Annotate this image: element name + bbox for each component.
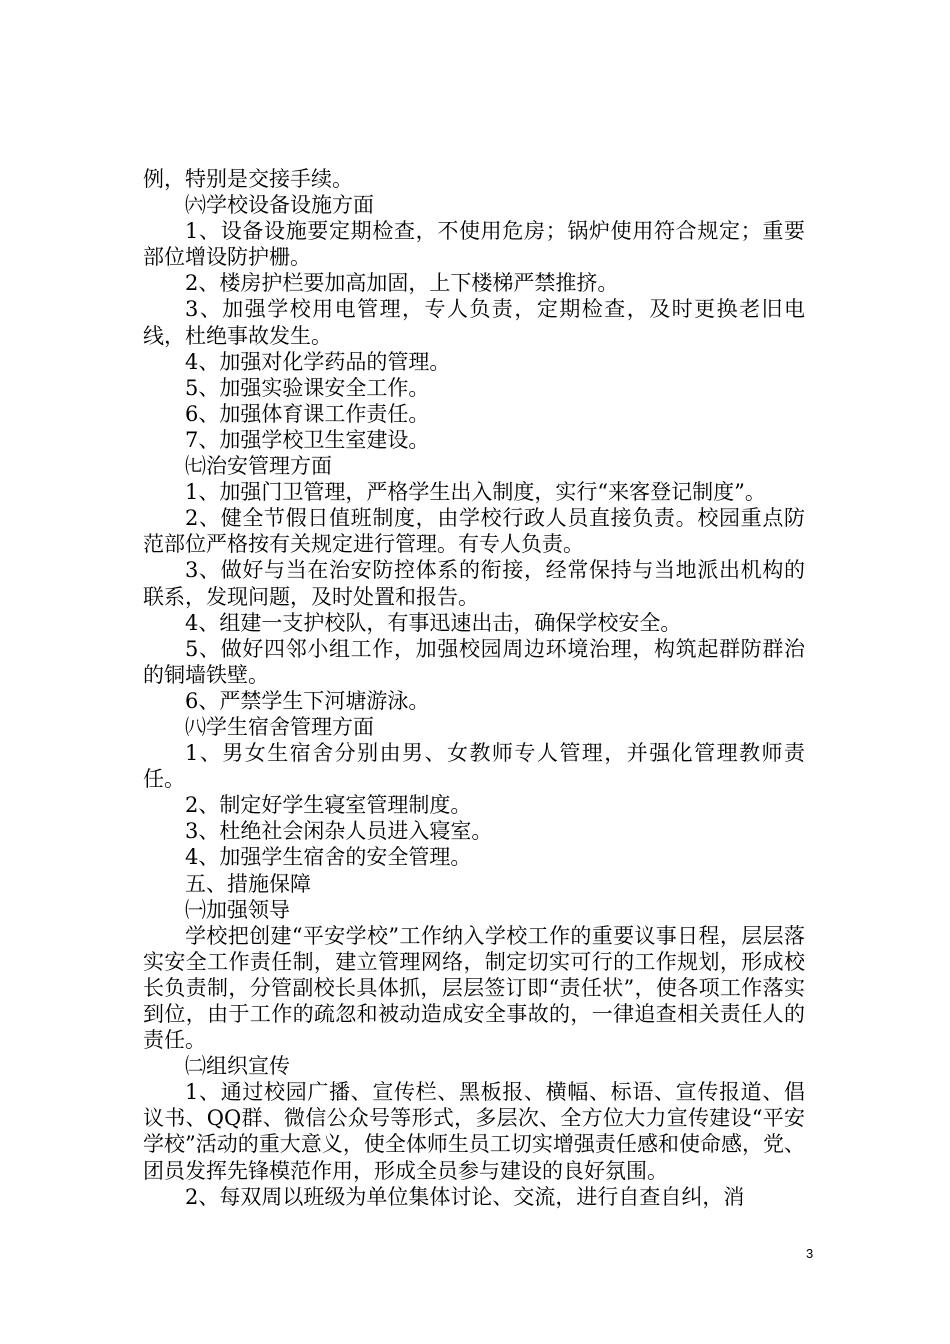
document-body (143, 166, 805, 1210)
paragraph: 3、杜绝社会闲杂人员进入寝室。 (185, 819, 493, 844)
paragraph: ㈡组织宣传 (185, 1054, 290, 1079)
paragraph: 1、加强门卫管理，严格学生出入制度，实行“来客登记制度”。 (185, 480, 766, 505)
page-number: 3 (806, 1246, 814, 1261)
paragraph: 7、加强学校卫生室建设。 (185, 427, 430, 452)
paragraph: 4、加强学生宿舍的安全管理。 (185, 845, 472, 870)
paragraph: 2、健全节假日值班制度，由学校行政人员直接负责。校园重点防范部位严格按有关规定进行管理。有专人负责。 (143, 506, 805, 557)
paragraph: 例，特别是交接手续。 (143, 167, 353, 191)
paragraph: 2、每双周以班级为单位集体讨论、交流，进行自查自纠，消 (185, 1184, 745, 1209)
paragraph: ㈧学生宿舍管理方面 (185, 714, 374, 739)
paragraph: 4、加强对化学药品的管理。 (185, 349, 451, 374)
paragraph: 5、做好四邻小组工作，加强校园周边环境治理，构筑起群防群治的铜墙铁壁。 (143, 636, 805, 687)
paragraph: 3、加强学校用电管理，专人负责，定期检查，及时更换老旧电线，杜绝事故发生。 (143, 297, 805, 348)
paragraph: ㈠加强领导 (185, 897, 290, 922)
paragraph: 1、设备设施要定期检查，不使用危房；锅炉使用符合规定；重要部位增设防护栅。 (143, 219, 805, 270)
paragraph: 3、做好与当在治安防控体系的衔接，经常保持与当地派出机构的联系，发现问题，及时处置和报告。 (143, 558, 805, 609)
paragraph: 6、加强体育课工作责任。 (185, 401, 430, 426)
paragraph: 学校把创建“平安学校”工作纳入学校工作的重要议事日程，层层落实安全工作责任制，建立管理网络，制定切实可行的工作规划，形成校长负责制，分管副校长具体抓，层层签订即“责任状”，使各项工作落实到位，由于工作的疏忽和被动造成安全事故的，一律追查相关责任人的责任。 (143, 923, 805, 1053)
paragraph: 五、措施保障 (185, 871, 311, 896)
paragraph: 1、通过校园广播、宣传栏、黑板报、横幅、标语、宣传报道、倡议书、QQ群、微信公众号等形式，多层次、全方位大力宣传建设“平安学校”活动的重大意义，使全体师生员工切实增强责任感和使命感，党、团员发挥先锋模范作用，形成全员参与建设的良好氛围。 (143, 1080, 805, 1183)
paragraph: 6、严禁学生下河塘游泳。 (185, 688, 430, 713)
paragraph: ㈦治安管理方面 (185, 454, 332, 479)
paragraph: 2、制定好学生寝室管理制度。 (185, 793, 472, 818)
paragraph: 2、楼房护栏要加高加固，上下楼梯严禁推挤。 (185, 271, 619, 296)
paragraph: 5、加强实验课安全工作。 (185, 375, 430, 400)
paragraph: 4、组建一支护校队，有事迅速出击，确保学校安全。 (185, 610, 682, 635)
paragraph: 1、男女生宿舍分别由男、女教师专人管理，并强化管理教师责任。 (143, 741, 805, 792)
paragraph: ㈥学校设备设施方面 (185, 193, 374, 218)
